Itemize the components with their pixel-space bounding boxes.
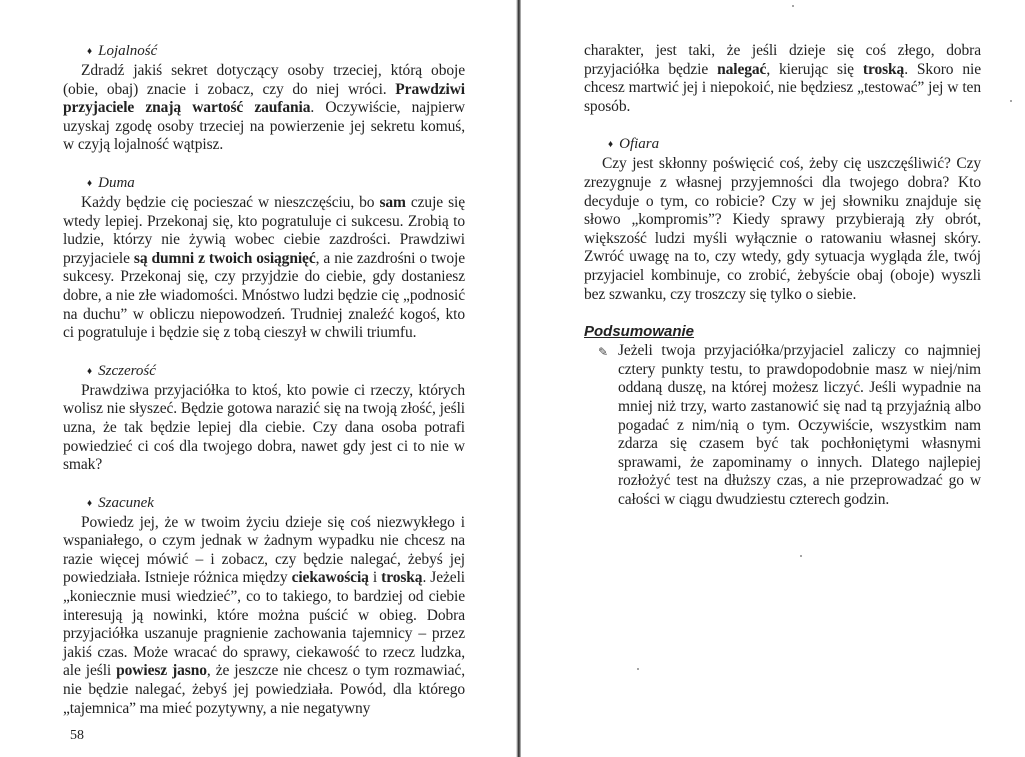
section-heading: [87, 362, 465, 381]
text-run: Powiedz jej, że w twoim życiu dzieje się coś niezwykłego i wspaniałego, o czym jednak w żadnym wypadku nie chcesz na razie więcej mówić – i zobacz, czy będzie nalegać, żebyś jej powiedziała. Istnieje różnica między: [63, 513, 465, 587]
body-paragraph: [584, 155, 981, 304]
text-run: charakter, jest taki, że jeśli dzieje się coś złego, dobra przyjaciółka będzie: [584, 42, 981, 78]
text-run: . Jeżeli „koniecznie musi wiedzieć”, co to takiego, to bardziej od ciebie interesują ją nowinki, które można puścić w obieg. Dobra przyjaciółka uszanuje pragnienie zachowania tajemnicy – przez jakiś czas. Może wracać do sprawy, ciekawość to rzecz ludzka, ale jeśli: [63, 569, 465, 680]
test-section: [63, 174, 465, 343]
diamond-bullet-icon: ♦: [87, 177, 93, 189]
left-text-column: [63, 42, 465, 737]
emphasis-text: powiesz jasno: [116, 662, 207, 680]
text-run: Zdradź jakiś sekret dotyczący osoby trzeciej, którą oboje (obie, obaj) znacie i zobacz, czy do niej wróci.: [63, 62, 465, 98]
test-section: [584, 135, 981, 304]
emphasis-text: troską: [862, 60, 905, 78]
text-run: . Skoro nie chcesz martwić jej i niepokoić, nie będziesz „testować” jej w ten sposób.: [584, 60, 981, 115]
text-run: Czy jest skłonny poświęcić coś, żeby cię uszczęśliwić? Czy zrezygnuje z własnej przyjemności dla twojego dobra? Kto decyduje o tym, co robicie? Czy w jej słowniku znajduje się słowo „kompromis”? Kiedy sprawy przybierają zły obrót, większość ludzi myśli wyłącznie o ratowaniu własnej skóry. Zwróć uwagę na to, czy wtedy, gdy sytuacja wygląda źle, twój przyjaciel kombinuje, co zrobić, żebyście obaj (oboje) wyszli bez szwanku, czy troszczy się tylko o siebie.: [584, 155, 981, 303]
text-run: , że jeszcze nie chcesz o tym rozmawiać, nie będzie nalegać, żebyś jej powiedziała. Powód, dla którego „tajemnica” ma mieć pozytywny, a nie negatywny: [63, 662, 465, 717]
text-run: . Oczywiście, najpierw uzyskaj zgodę osoby trzeciej na powierzenie jej sekretu komuś, w czyją lojalność wątpisz.: [63, 99, 466, 154]
section-heading: [608, 135, 981, 154]
continued-text: [584, 42, 981, 116]
scan-speck: [792, 5, 794, 7]
test-section: [63, 494, 465, 719]
emphasis-text: sam: [379, 193, 406, 211]
emphasis-text: ciekawością: [291, 569, 369, 587]
summary-block: [584, 342, 981, 509]
continued-paragraph: [584, 42, 981, 116]
summary-paragraph: Jeżeli twoja przyjaciółka/przyjaciel zaliczy co najmniej cztery punkty testu, to prawdopodobnie masz w niej/nim oddaną duszę, na której możesz liczyć. Jeśli wypadnie na mniej niż trzy, warto zastanowić się nad tą przyjaźnią albo pogadać z nim/nią o tym. Oczywiście, wszystkim nam zdarza się czasem być tak pochłoniętymi własnymi sprawami, że zapominamy o innych. Dlatego najlepiej rozłożyć test na dłuższy czas, a nie przeprowadzać go w całości w ciągu dwudziestu czterech godzin.: [618, 342, 981, 508]
test-section: [63, 42, 465, 155]
section-heading: [87, 494, 465, 513]
diamond-bullet-icon: ♦: [87, 365, 93, 377]
scan-speck: [1010, 100, 1012, 102]
scan-speck: [637, 668, 639, 670]
section-heading: [87, 42, 465, 61]
emphasis-text: Prawdziwi przyjaciele znają wartość zaufania: [63, 80, 465, 117]
text-run: Prawdziwa przyjaciółka to ktoś, kto powie ci rzeczy, których wolisz nie słyszeć. Będzie gotowa narazić się na twoją złość, jeśli uzna, że tak będzie lepiej dla ciebie. Czy dana osoba potrafi powiedzieć ci coś dla twojego dobra, nawet gdy jest ci to nie w smak?: [63, 381, 465, 474]
page-number: 58: [70, 728, 84, 743]
diamond-bullet-icon: ♦: [87, 46, 93, 57]
section-heading: [87, 174, 465, 193]
section-title: Szacunek: [98, 494, 154, 511]
text-run: , a nie zazdrośni o twoje sukcesy. Przekonaj się, czy przyjdzie do ciebie, gdy dostaniesz dobre, a nie złe wiadomości. Mnóstwo ludzi będzie cię „podnosić na duchu” w obliczu niepowodzeń. Trudniej znaleźć kogoś, kto ci pogratuluje i będzie się z tobą cieszył w chwili triumfu.: [63, 249, 465, 342]
summary-heading: Podsumowanie: [584, 323, 695, 341]
pencil-icon: ✎: [598, 345, 609, 360]
text-run: czuje się wtedy lepiej. Przekonaj się, kto pogratuluje ci sukcesu. Zrobią to ludzie, którzy nie żywią wobec ciebie zazdrości. Prawdziwi przyjaciele: [63, 193, 466, 267]
body-paragraph: [63, 62, 465, 155]
section-title: Ofiara: [619, 136, 660, 153]
body-paragraph: [63, 514, 465, 719]
body-paragraph: [63, 194, 465, 343]
test-section: [63, 362, 465, 475]
section-title: Szczerość: [98, 362, 156, 379]
text-run: i: [368, 569, 382, 587]
right-sections: [584, 135, 981, 304]
diamond-bullet-icon: ♦: [608, 139, 614, 151]
body-paragraph: [63, 382, 465, 475]
text-run: Każdy będzie cię pocieszać w nieszczęściu, bo: [81, 193, 380, 211]
scan-speck: [800, 555, 802, 557]
emphasis-text: są dumni z twoich osiągnięć: [133, 249, 316, 267]
book-gutter: [516, 0, 521, 757]
emphasis-text: nalegać: [717, 60, 767, 78]
emphasis-text: troską: [381, 569, 423, 587]
diamond-bullet-icon: ♦: [87, 497, 93, 509]
text-run: , kierując się: [766, 60, 863, 78]
right-text-column: [584, 42, 981, 509]
section-title: Duma: [98, 174, 135, 191]
section-title: Lojalność: [98, 43, 158, 59]
